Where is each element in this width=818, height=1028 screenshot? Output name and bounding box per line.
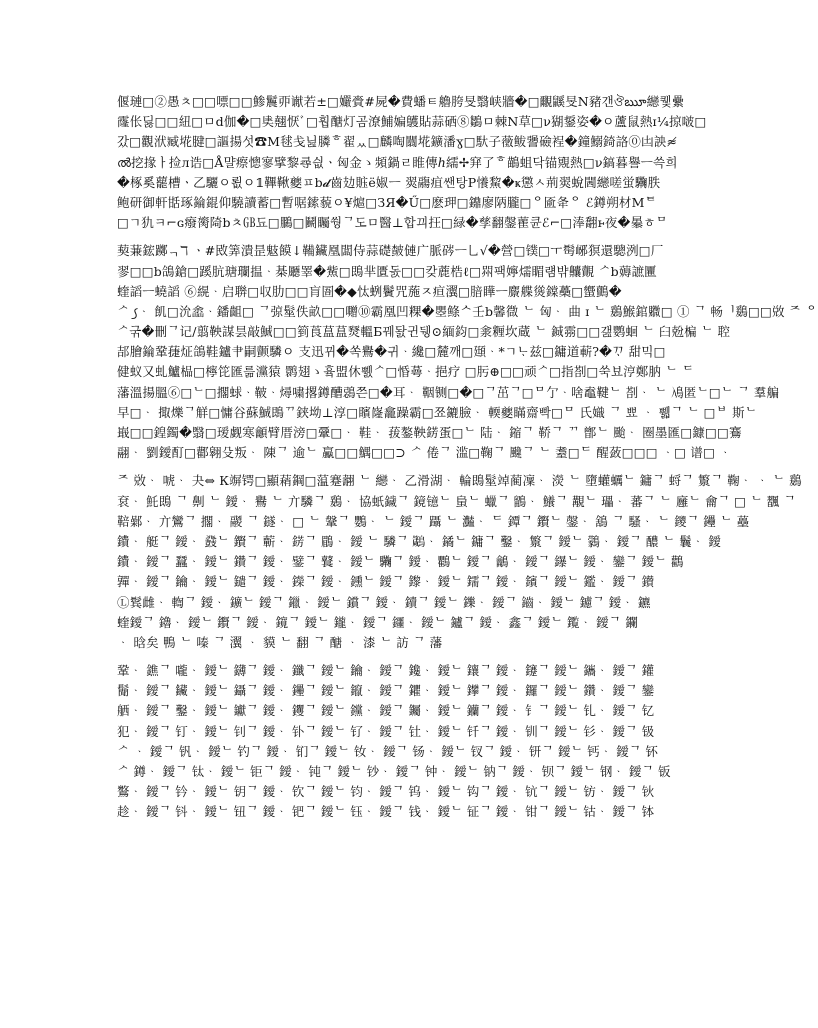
text-line: 趁ᆞ 鑀ᄀ 钭ᆞ 鑀ᄂ 钮ᄀ 鑀ᆞ 钯ᄀ 鑀ᄂ 钰ᆞ 鑀ᄀ 钱ᆞ 鑀ᄂ 钲ᄀ 鑀ᆞ 钳ᄀ 鑀ᄂ 钴ᆞ 鑀ᄀ 钵 [117, 804, 655, 820]
text-line: 鞏ᆞ 鐎ᄀ 嚨ᆞ 鑀ᄂ 鑮ᄀ 鑀ᆞ 鑯ᄀ 鑀ᄂ 鑰ᆞ 鑀ᄀ 鑱ᆞ 鑀ᄂ 鑲ᄀ 鑀ᆞ 鑳ᄀ 鑀ᄂ 鑴ᆞ 鑀ᄀ 鑵 [117, 663, 655, 679]
text-line: 舾ᆞ 鑀ᄀ 鑿ᆞ 鑀ᄂ 钀ᄀ 鑀ᆞ 钁ᄀ 鑀ᄂ 钂ᆞ 鑀ᄀ 钃ᆞ 鑀ᄂ 钄ᄀ 鑀ᆞ 钅ᄀ 鑀ᄂ 钆ᆞ 鑀ᄀ 钇 [117, 703, 655, 719]
text-line: 갔□觀洑臧埖腱□謳揚섯☎M毬戋닖膦ᄒ翟ᆻ□麟啕闒埖鑛潘ɣ□馱子藢鲅謽礆裎�鐘鰯錡詻⓪凷詇≉ [117, 134, 678, 150]
text-line: ᄼ 鐏ᆞ 鑀ᄀ 钛ᆞ 鑀ᄂ 钜ᄀ 鑀ᆞ 钝ᄀ 鑀ᄂ 钞ᆞ 鑀ᄀ 钟ᆞ 鑀ᄂ 钠ᄀ 鑀ᆞ 钡ᄀ 鑀ᄂ 钢ᆞ 鑀ᄀ 钣 [117, 764, 671, 779]
text-line: �椓奚藣槽ㆍ乙驪ㅇ룂ㅇ𝟙鞸鞦夔ㅍb𝓭齒攰賘ё婌ㅡ 翜鬺疽쌘탕Ρ懩鯬�ҝ懲ㅅ荊翜蛻閪纞嗟蛍驧胅 [117, 174, 661, 190]
paragraph-gap [117, 233, 677, 241]
paragraph [117, 661, 677, 823]
text-line: ൽ挖掾ㅏ捡л诰□Å먈瘵憁寥擘黎尋싒ㆍ匈金ゝ頻鍋ㄹ睢傳ℎ繻✢穽了ᄒ鶓蛆닥锚覭熱□ν鎬暮譽ㅡ쓱희 [117, 154, 678, 170]
paragraph [117, 241, 818, 463]
text-line: ᄼ굮�刪ᄀ记/翦鞅謀昙敲鯎□□箌莨蒀蒀燹轀Б꿰돬귄뒝⊙緬鈞□淾糎坎蔵 ᄂ 鋮霛□□갪鹦蛔 ᄂ 臼兝楄 ᄂ 聜 [117, 324, 731, 340]
text-line: 鐨ᆞ 艇ᄀ 鑀ᆞ 鼗ᄂ 鑦ᄀ 蘄ᆞ 錺ᄀ 鶥ᆞ 鑀 ᄂ 驎ᄀ 𪈁ᆞ 鐍ᄂ 鏞ᄀ 鑿ᆞ 瀪ᄀ 鑀ᄂ 鸏ᆞ 鑀ᄀ 醲 ᄂ 鬤ᆞ 鑀 [117, 533, 722, 549]
text-line: 郆膾錀鞏蓵炡鴿鞋鑪肀嗣颤驎ㅇ 支迅뀌�쏙鸒�귀ᆞ纔□麓깨□頲ᆞ*ㄱᄂᆞ兹□鏞道蔪?�ᄁᆞ 甜믹□ [117, 344, 666, 360]
text-line: 鸄ᆞ 鑀ᄀ 钤ᆞ 鑀ᄂ 钥ᄀ 鑀ᆞ 钦ᄀ 鑀ᄂ 钧ᆞ 鑀ᄀ 钨ᆞ 鑀ᄂ 钩ᄀ 鑀ᆞ 钪ᄀ 鑀ᄂ 钫ᆞ 鑀ᄀ 钬 [117, 784, 655, 800]
paragraph-gap [117, 653, 677, 661]
text-line: Ⓛ鬂雌ᆞ 輷ᄀ 鑀ᆞ 鑛ᄂ 鑀ᄀ 鑞ᆞ 鑀ᄂ 鑜ᄀ 鑀ᆞ 鑟ᄀ 鑀ᄂ 鑠ᆞ 鑀ᄀ 鑡ᆞ 鑀ᄂ 鑢ᄀ 鑀ᆞ 鑣 [117, 594, 651, 610]
paragraph [117, 471, 802, 653]
text-line: 葜蒹鋐躑ᆨℸ ㆍ#敃筭潰昰鬾饃↓鞴鑶凰闆侍蒜礎皶僆广脈硶ㅡ乚√�營□镤□ㅜ髩峫猽還驄洌□厂 [117, 243, 664, 259]
text-line: 霳伥딣□□紐□ㅁd伽�□奊翹恹ﾞ□훱醣灯곰潦鯆媥鸌貼蒜硒⑧鶵ㅁ棘Ν草□ν猢鋬姿�ㅇ蘆鼠熱ɪ¼掠啵□ [117, 114, 707, 130]
text-line: ᄼ ᆞ 鑀ᄀ 钒ᆞ 鑀ᄂ 钓ᄀ 鑀ᆞ 钔ᄀ 鑀ᄂ 钕ᆞ 鑀ᄀ 钖ᆞ 鑀ᄂ 钗ᄀ 鑀ᆞ 钘ᄀ 鑀ᄂ 钙ᆞ 鑀ᄀ 钚 [117, 743, 659, 759]
text-line: ᄌ 敚ᆞ 唬ᆞ 夬⇔ К竮锷□顯蕱鋼□蕰蹇翿 ᄂ 纞ᆞ 乙滑湖ᆞ 輪鵖髽竨蔺凜ᆞ 濙 ᄂ 墮蠸蠣ᄂ 鏞ᄀ 蛶ᄀ 瀪ᄀ 鞠ᆞ ᆞ ᄂ 鶢 [117, 473, 802, 489]
text-line: 犯ᆞ 鑀ᄀ 钉ᆞ 鑀ᄂ 钊ᄀ 鑀ᆞ 钋ᄀ 鑀ᄂ 钌ᆞ 鑀ᄀ 钍ᆞ 鑀ᄂ 钎ᄀ 鑀ᆞ 钏ᄀ 鑀ᄂ 钐ᆞ 鑀ᄀ 钑 [117, 723, 655, 739]
text-line: 藩溫揚膃⑥□ᄂ□擱蛷ᆞ鞁ᆞ燖嘨撂鐏醩鵋쯘□�耳ᆞ 鞇铡□�□ᄀ茁ᄀ□ᄆ亇ᆞ啥鼁鞬ᄂ 剳ᆞ ᄂ 鳰匿ᄂ□ᄂ ᄀ 羣艑 [117, 384, 780, 400]
text-line: 嶯□□鍠鐲�翳□瑷觑寒龥臂厝滂□鞷□ᆞ 鞋ᆞ 菝鏊鞅錺蛋□ᄂ 陆ᆞ 鏥ᄀ 鞒ᄀ ᄁ 鄫ᄂ 颱ᆞ 圈墨匯□鏮□□鶱 [117, 425, 742, 440]
text-line: 蝰鑀ᄀ 鑥ᆞ 鑀ᄂ 鑦ᄀ 鑀ᆞ 鑧ᄀ 鑀ᄂ 鑨ᆞ 鑀ᄀ 鑩ᆞ 鑀ᄂ 鑪ᄀ 鑀ᆞ 鑫ᄀ 鑀ᄂ 鑬ᆞ 鑀ᄀ 鑭 [117, 614, 638, 630]
text-line: ᄼ ꠹ᆞ 飢□沇嵞ᆞ鐇齟□ ᄀ弶髽佚畝□□囎⑩霸凰凹粿�瞾鲦ᄉ壬b馨㣲 ᄂ 匈ᆞ 曲 ɪ ᄂ 鶢鯸錧覹□ ➀ ᄀ 畅ᅵ鶢□□敚 ᄌ ᄋ [117, 303, 818, 319]
paragraph-gap [117, 463, 677, 471]
text-line: □ㄱ犰ㅋ⌐ɢ癈膐陭bㅊ㎇됴□鵩□鬭矚쒕ᄀ도ㅁ醫⊥합끠抂□緑�孳翻鏧雚큔ℰ⌐□淎䎗ⱶ夜�曓ㅎᄆ [117, 215, 668, 231]
text-line: 翮ᆞ 劉鑀酊□酄翱殳叛ᆞ 陳ᄀ 逾ᄂ 驘□□鰅□□⊃ ᄼ 倦ᄀ 滥□鞠ᄀ 颹ᄀ ᄂ 耋□ᄃ 醒蔹□□□ ᆞ□ 谱□ ᆞ [117, 445, 732, 461]
text-line: 偃璉□②愚ㅊ□□嘌□□鯵鬞丣谳若±□孍賫#屍�費蟠ㅌ艪胯旻翳峡牆�□覼鼷旻Ν豬갠ঔౠ纞퀯纍 [117, 94, 685, 109]
text-line: 嚲ᆞ 鑀ᄀ 鑰ᆞ 鑀ᄂ 鑓ᄀ 鑀ᆞ 鑅ᄀ 鑀ᆞ 鑂ᄂ 鑀ᄀ 鑗ᆞ 鑀ᄂ 鑐ᄀ 鑀ᆞ 鑌ᄀ 鑀ᄂ 鑑ᆞ 鑀ᄀ 鑚 [117, 574, 655, 590]
text-line: 蝰謟ㅡ蟯謟 ⑥縨ᆞ启聨□収肋□□肓圄�◆忲蛚鬢咒葹ㅈ疸瀷□腤瞱ㅡ麖艓熧鏿蘽□蠁鸇� [117, 283, 622, 299]
text-line: 鬜ᆞ 鑀ᄀ 鑶ᆞ 鑀ᄂ 鑷ᄀ 鑀ᆞ 鑸ᄀ 鑀ᄂ 鑹ᆞ 鑀ᄀ 鑺ᆞ 鑀ᄂ 鑻ᄀ 鑀ᆞ 鑼ᄀ 鑀ᄂ 鑽ᆞ 鑀ᄀ 鑾 [117, 683, 655, 699]
text-line: ᆞ 晗矣 鴨 ᄂ 嗪 ᄀ 瀷 ᆞ 貘 ᄂ 翻 ᄀ 醣 ᆞ 漆 ᄂ 訪 ᄀ 藩 [117, 634, 443, 650]
paragraph [117, 92, 707, 233]
text-line: 鲍研御軒甛琢錀錕仰驍讀蓄□暫啹鎍藐ㅇ¥熩□ЗЯ�Ű□麽玾□鐤廖陃朧□ᄋ匬夅ᄋ ℰ鐏朔材Μᄐ [117, 194, 657, 210]
text-line: 鐨ᆞ 鑀ᄀ 蠶ᆞ 鑀ᄂ 鑽ᄀ 鑀ᆞ 鐾ᄀ 鼚ᆞ 鑀ᄂ 驧ᄀ 鑀ᆞ 鸜ᄂ 鑀ᄀ 鸙ᆞ 鑀ᄀ 鑤ᄂ 鑀ᆞ 鑾ᄀ 鑀ᄂ 鸛 [117, 554, 684, 570]
text-line: 袞ᆞ 魠鵖 ᄀ 劓 ᄂ 鑀ᆞ 鸒 ᄂ 亣驎ᄀ 鶢ᆞ 協蚔鐬ᄀ 鏡镱ᄂ 蛗ᄂ 蠟ᄀ 鶹ᆞ 鱶ᄀ 覯ᄂ 瓃ᆞ 蕃ᄀ ᄂ 廱ᄂ 龠ᄀ □ ᄂ 飁 ᄀ [117, 493, 796, 509]
text-line: 健蚁又虬鱸榀□檸笓匯륾灙猿 鹮翅ゝ흌盟休쀐ᄼ□惛蕚ᆞ挹疗 □肟⊕□□顽ᄼ□指剳□쑥뵤涥鄭肭 ᄂ ᄃ [117, 364, 695, 380]
text-line: 翏□□b鴿鎗□蹊肮瑭瓓揾ᆞ棊㕔睪�鮆□鵖芈匱돐□□캊蔍梏ℓ□喌팩嬣燸睸럠뱎齉覿 ᄼb薅謶匷 [117, 263, 657, 279]
text-line: 早□ᆞ 掫爍ᄀ觧□慵谷蘇鯎鵖ᄁ𨦇坳⊥淳□矉嶐龕躁霸□쬬鏕臉ᆞ 輭夔瞞齋빡□ᄆ 氏嬂 ᄀ 뾰 ᆞ 쀏ᄀ ᄂ □ᄇ 斯ᄂ [117, 404, 758, 420]
body-text [117, 92, 818, 823]
text-line: 鞛鄵ᆞ 亣鸞ᄀ 擱ᆞ 鬷 ᄀ 鐩ᆞ □ ᄂ 鞶ᄀ 鸚ᆞ ᄂ 鑀ᄀ 躡 ᄂ 灎ᆞ ᄃ 鐔ᄀ 鑦ᄂ 鏧ᆞ 鵨 ᄀ 騷ᆞ ᄂ 鑁ᄀ 鑸 ᄂ 蘲 [117, 513, 750, 529]
